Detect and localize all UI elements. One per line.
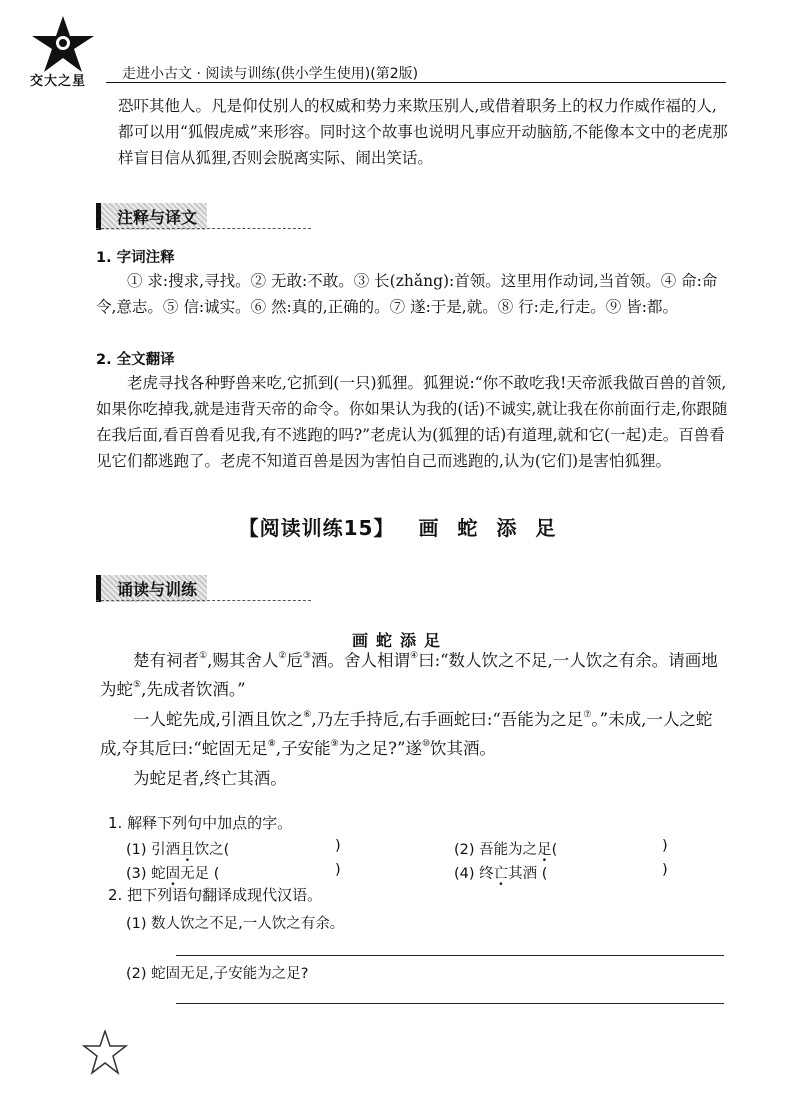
page-number-badge-icon — [82, 1030, 128, 1076]
answer-blank-close: ) — [335, 838, 341, 854]
question-1-item-2: (2) 吾能为之足( — [454, 842, 558, 858]
star-logo-icon — [28, 14, 98, 74]
question-1-item-4: (4) 终亡其酒 ( — [454, 866, 548, 882]
training-title-name: 画 蛇 添 足 — [418, 516, 562, 540]
header-rule — [106, 82, 726, 83]
section-heading-notes: 注释与译文 — [96, 203, 207, 230]
subheading-word-notes: 1. 字词注释 — [96, 250, 175, 266]
question-2: 2. 把下列语句翻译成现代汉语。 — [108, 886, 323, 904]
question-1-item-3: (3) 蛇固无足 ( — [126, 866, 220, 882]
subheading-translation: 2. 全文翻译 — [96, 352, 175, 368]
story-paragraph-2: 一人蛇先成,引酒且饮之⑥,乃左手持卮,右手画蛇曰:“吾能为之足⑦。”未成,一人之蛇成,夺其卮曰:“蛇固无足⑧,子安能⑨为之足?”遂⑩饮其酒。 — [100, 710, 713, 758]
answer-blank-close: ) — [335, 862, 341, 878]
answer-blank-close: ) — [662, 838, 668, 854]
answer-line[interactable] — [176, 955, 724, 956]
logo-text: 交大之星 — [30, 74, 87, 89]
story-paragraph-1: 楚有祠者①,赐其舍人②卮③酒。舍人相谓④曰:“数人饮之不足,一人饮之有余。请画地为蛇⑤,先成者饮酒。” — [100, 651, 718, 699]
question-2-item-2: (2) 蛇固无足,子安能为之足? — [126, 966, 309, 982]
training-number: 【阅读训练15】 — [238, 516, 395, 540]
section-divider — [96, 228, 311, 229]
translation-text: 老虎寻找各种野兽来吃,它抓到(一只)狐狸。狐狸说:“你不敢吃我!天帝派我做百兽的首领,如果你吃掉我,就是违背天帝的命令。你如果认为我的(话)不诚实,就让我在你前面行走,你跟随在我后面,看百兽看见我,有不逃跑的吗?”老虎认为(狐狸的话)有道理,就和它(一起)走。百兽看见它们都逃跑了。老虎不知道百兽是因为害怕自己而逃跑的,认为(它们)是害怕狐狸。 — [96, 374, 728, 470]
story-paragraph-3: 为蛇足者,终亡其酒。 — [133, 769, 287, 788]
section-heading-reading: 诵读与训练 — [96, 575, 207, 602]
answer-blank-close: ) — [662, 862, 668, 878]
word-notes-text: ① 求:搜求,寻找。② 无敢:不敢。③ 长(zhǎng):首领。这里用作动词,当首领。④ 命:命令,意志。⑤ 信:诚实。⑥ 然:真的,正确的。⑦ 遂:于是,就。⑧ 行:走,行走。⑨ 皆:都。 — [96, 272, 718, 316]
answer-line[interactable] — [176, 1003, 724, 1004]
intro-paragraph: 恐吓其他人。凡是仰仗别人的权威和势力来欺压别人,或借着职务上的权力作威作福的人,都可以用“狐假虎威”来形容。同时这个故事也说明凡事应开动脑筋,不能像本文中的老虎那样盲目信从狐狸,否则会脱离实际、闹出笑话。 — [118, 97, 728, 167]
training-title — [0, 512, 800, 541]
question-1: 1. 解释下列句中加点的字。 — [108, 814, 293, 832]
question-2-item-1: (1) 数人饮之不足,一人饮之有余。 — [126, 916, 345, 932]
running-header-title: 走进小古文 · 阅读与训练(供小学生使用)(第2版) — [122, 66, 419, 82]
question-1-item-1: (1) 引酒且饮之( — [126, 842, 230, 858]
story-title: 画蛇添足 — [351, 631, 448, 650]
section-divider — [96, 600, 311, 601]
